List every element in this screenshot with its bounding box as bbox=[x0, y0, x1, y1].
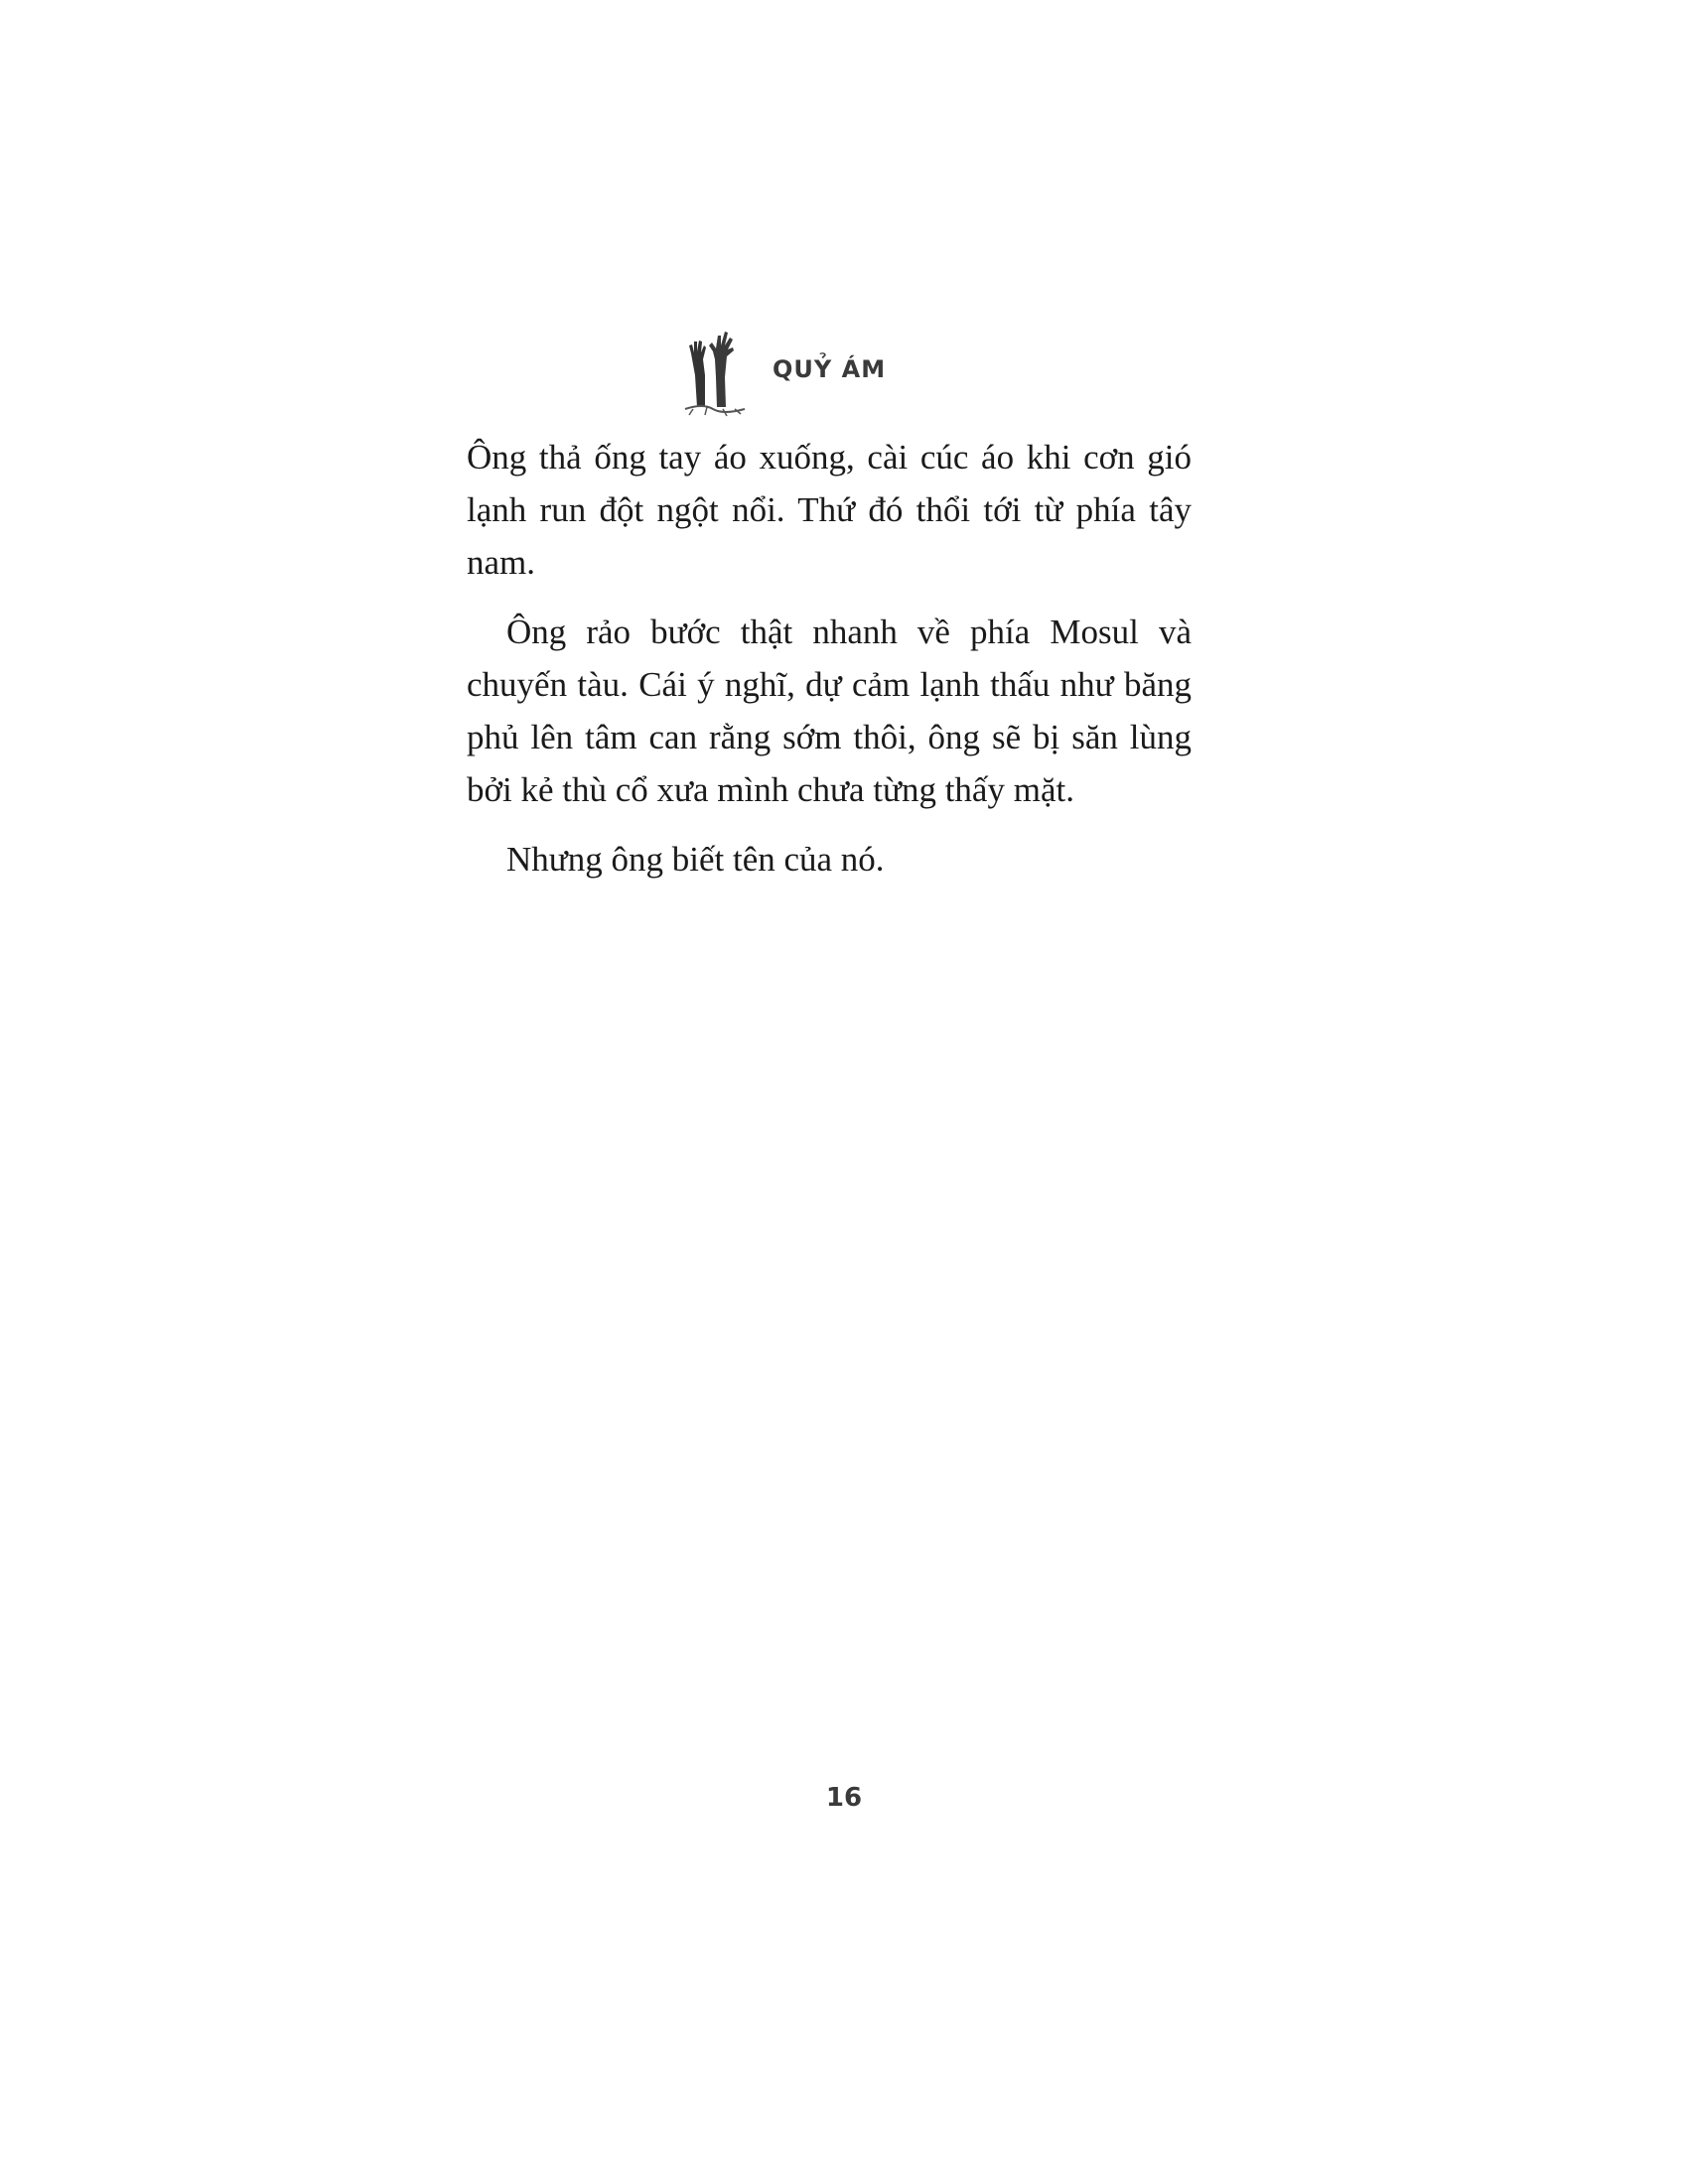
page-number: 16 bbox=[825, 1783, 863, 1813]
paragraph: Ông thả ống tay áo xuống, cài cúc áo khi cơn gió lạnh run đột ngột nổi. Thứ đó thổi tới từ phía tây nam. bbox=[467, 438, 1192, 582]
zombie-hands-icon bbox=[683, 324, 747, 417]
paragraph: Ông rảo bước thật nhanh về phía Mosul và chuyến tàu. Cái ý nghĩ, dự cảm lạnh thấu như băng phủ lên tâm can rằng sớm thôi, ông sẽ bị săn lùng bởi kẻ thù cổ xưa mình chưa từng thấy mặt. bbox=[467, 613, 1192, 809]
running-header bbox=[683, 324, 886, 417]
book-title: QUỶ ÁM bbox=[773, 355, 887, 383]
body-text bbox=[467, 431, 1192, 902]
paragraph: Nhưng ông biết tên của nó. bbox=[506, 840, 885, 879]
